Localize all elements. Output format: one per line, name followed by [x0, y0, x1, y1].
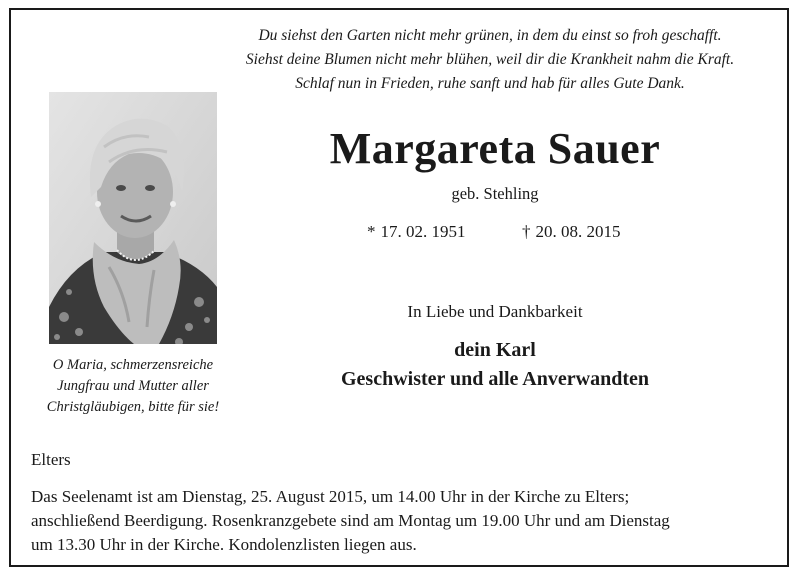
- prayer-caption: [26, 355, 240, 418]
- notice-line-2: anschließend Beerdigung. Rosenkranzgebete sind am Montag um 19.00 Uhr und am Dienstag: [31, 511, 670, 530]
- maiden-name: geb. Stehling: [451, 184, 539, 203]
- death-cross-icon: †: [522, 222, 531, 241]
- poem-line-1: Du siehst den Garten nicht mehr grünen, in dem du einst so froh geschafft.: [258, 27, 722, 44]
- deceased-name: Margareta Sauer: [329, 124, 661, 173]
- birth-date: 17. 02. 1951: [380, 222, 466, 241]
- birth-date-line: [367, 222, 466, 242]
- mourners-intro: In Liebe und Dankbarkeit: [407, 302, 583, 321]
- portrait-photo: [49, 92, 217, 344]
- poem: [210, 24, 770, 96]
- birth-star-icon: *: [367, 222, 376, 241]
- poem-line-3: Schlaf nun in Frieden, ruhe sanft und hab für alles Gute Dank.: [295, 75, 685, 92]
- service-notice: [31, 485, 777, 557]
- mourner-family: Geschwister und alle Anverwandten: [341, 368, 649, 390]
- poem-line-2: Siehst deine Blumen nicht mehr blühen, weil dir die Krankheit nahm die Kraft.: [245, 51, 735, 68]
- caption-line-1: O Maria, schmerzensreiche: [52, 357, 214, 373]
- notice-line-1: Das Seelenamt ist am Dienstag, 25. August 2015, um 14.00 Uhr in der Kirche zu Elters;: [31, 487, 630, 506]
- death-date: 20. 08. 2015: [535, 222, 621, 241]
- caption-line-3: Christgläubigen, bitte für sie!: [46, 399, 220, 415]
- mourner-spouse: dein Karl: [454, 339, 536, 361]
- place-name: Elters: [31, 450, 71, 469]
- caption-line-2: Jungfrau und Mutter aller: [57, 378, 209, 394]
- death-date-line: [522, 222, 621, 242]
- notice-line-3: um 13.30 Uhr in der Kirche. Kondolenzlisten liegen aus.: [31, 535, 417, 554]
